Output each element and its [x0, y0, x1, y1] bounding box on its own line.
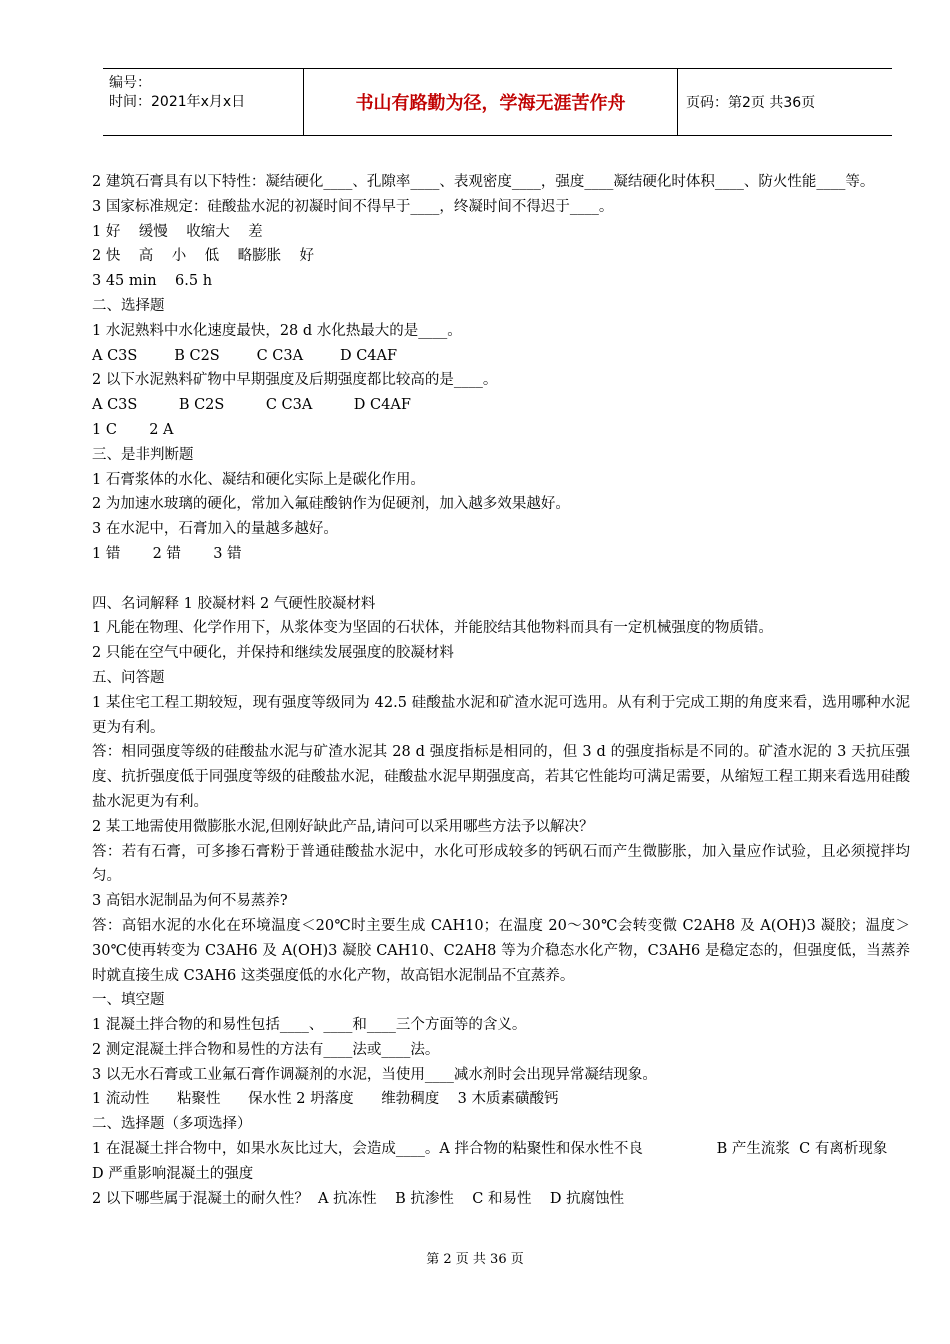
text-line: A C3S B C2S C C3A D C4AF — [92, 347, 398, 364]
page-header — [103, 68, 892, 136]
section-heading: 五、问答题 — [92, 669, 165, 686]
document-body — [92, 170, 939, 1211]
section-heading: 二、选择题（多项选择） — [92, 1116, 252, 1133]
blank-line — [92, 567, 910, 592]
header-motto: 书山有路勤为径，学海无涯苦作舟 — [304, 69, 678, 135]
text-line: 2 为加速水玻璃的硬化，常加入氟硅酸钠作为促硬剂，加入越多效果越好。 — [92, 496, 570, 513]
text-line: 1 流动性 粘聚性 保水性 2 坍落度 维勃稠度 3 木质素磺酸钙 — [92, 1091, 559, 1108]
text-line: 1 错 2 错 3 错 — [92, 545, 242, 562]
text-line: 3 在水泥中，石膏加入的量越多越好。 — [92, 521, 338, 538]
text-line: 1 凡能在物理、化学作用下，从浆体变为坚固的石状体，并能胶结其他物料而具有一定机械强度的物质错。 — [92, 620, 773, 637]
text-line: 1 好 缓慢 收缩大 差 — [92, 223, 263, 240]
document-number-label: 编号： — [109, 75, 151, 91]
text-line: A C3S B C2S C C3A D C4AF — [92, 397, 411, 414]
text-line: 2 测定混凝土拌合物和易性的方法有____法或____法。 — [92, 1041, 440, 1058]
section-heading: 一、填空题 — [92, 992, 165, 1009]
text-line: 答：高铝水泥的水化在环境温度＜20℃时主要生成 CAH10；在温度 20～30℃会转变微 C2AH8 及 A(OH)3 凝胶；温度＞30℃使再转变为 C3AH6 及 A(OH)3 凝胶 CAH10、C2AH8 等为介稳态水化产物，C3AH6 是稳定态的，但强度低，当蒸养时就直接生成 C3AH6 这类强度低的水化产物，故高铝水泥制品不宜蒸养。 — [92, 917, 910, 984]
text-line: 答：相同强度等级的硅酸盐水泥与矿渣水泥其 28 d 强度指标是相同的，但 3 d 的强度指标是不同的。矿渣水泥的 3 天抗压强度、抗折强度低于同强度等级的硅酸盐水泥，硅酸盐水泥早期强度高，若其它性能均可满足需要，从缩短工程工期来看选用硅酸盐水泥更为有利。 — [92, 744, 910, 810]
page-footer: 第 2 页 共 36 页 — [426, 1252, 524, 1267]
text-line: 2 建筑石膏具有以下特性：凝结硬化____、孔隙率____、表观密度____，强度____凝结硬化时体积____、防火性能____等。 — [92, 174, 875, 190]
section-heading: 四、名词解释 1 胶凝材料 2 气硬性胶凝材料 — [92, 595, 376, 612]
text-line: 1 C 2 A — [92, 421, 174, 438]
text-line: 2 以下水泥熟料矿物中早期强度及后期强度都比较高的是____。 — [92, 372, 498, 389]
section-heading: 三、是非判断题 — [92, 446, 194, 463]
text-line: 3 国家标准规定：硅酸盐水泥的初凝时间不得早于____，终凝时间不得迟于____。 — [92, 198, 614, 215]
text-line: 1 石膏浆体的水化、凝结和硬化实际上是碳化作用。 — [92, 471, 425, 488]
text-line: 2 以下哪些属于混凝土的耐久性？ A 抗冻性 B 抗渗性 C 和易性 D 抗腐蚀性 — [92, 1190, 625, 1207]
text-line: 3 以无水石膏或工业氟石膏作调凝剂的水泥，当使用____减水剂时会出现异常凝结现象。 — [92, 1066, 657, 1083]
section-heading: 二、选择题 — [92, 297, 165, 314]
text-line: 1 在混凝土拌合物中，如果水灰比过大，会造成____。A 拌合物的粘聚性和保水性不良 B 产生流浆 C 有离析现象 D 严重影响混凝土的强度 — [92, 1141, 939, 1182]
text-line: 2 只能在空气中硬化，并保持和继续发展强度的胶凝材料 — [92, 645, 454, 662]
header-meta — [103, 69, 304, 135]
text-line: 3 45 min 6.5 h — [92, 273, 213, 290]
text-line: 2 快 高 小 低 略膨胀 好 — [92, 248, 315, 265]
text-line: 3 高铝水泥制品为何不易蒸养? — [92, 893, 288, 910]
header-page-info: 页码：第2页 共36页 — [686, 95, 816, 111]
text-line: 1 某住宅工程工期较短，现有强度等级同为 42.5 硅酸盐水泥和矿渣水泥可选用。从有利于完成工期的角度来看，选用哪种水泥更为有利。 — [92, 694, 910, 736]
text-line: 1 水泥熟料中水化速度最快，28 d 水化热最大的是____。 — [92, 322, 462, 339]
text-line: 1 混凝土拌合物的和易性包括____、____和____三个方面等的含义。 — [92, 1017, 527, 1034]
text-line: 答：若有石膏，可多掺石膏粉于普通硅酸盐水泥中，水化可形成较多的钙矾石而产生微膨胀，加入量应作试验，且必须搅拌均匀。 — [92, 843, 910, 885]
text-line: 2 某工地需使用微膨胀水泥,但刚好缺此产品,请问可以采用哪些方法予以解决？ — [92, 818, 594, 835]
document-time-label: 时间：2021年x月x日 — [109, 94, 246, 110]
